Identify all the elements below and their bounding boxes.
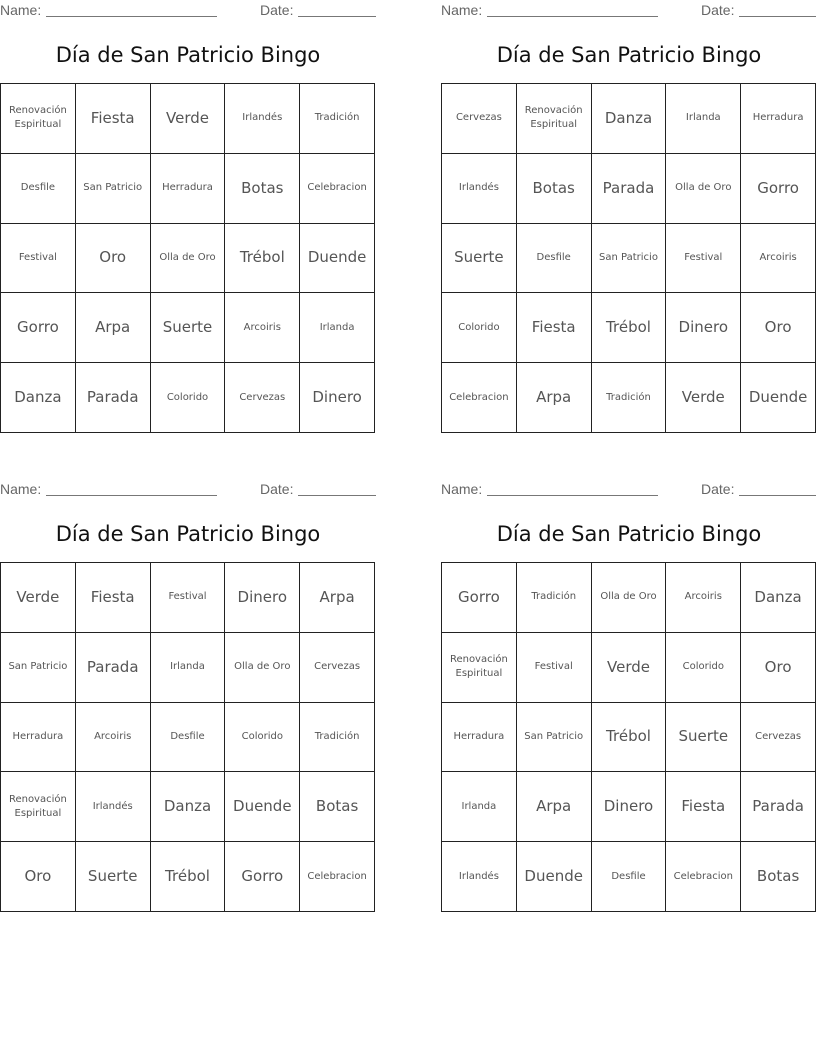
bingo-cell[interactable]: Dinero xyxy=(592,772,667,842)
bingo-cell[interactable]: Botas xyxy=(741,842,816,912)
bingo-cell[interactable]: Renovación Espiritual xyxy=(1,84,76,154)
bingo-cell[interactable]: Parada xyxy=(592,154,667,224)
bingo-cell[interactable]: Arpa xyxy=(517,772,592,842)
bingo-cell[interactable]: Oro xyxy=(1,842,76,912)
date-blank-line[interactable] xyxy=(298,495,376,496)
card-title: Día de San Patricio Bingo xyxy=(55,522,321,546)
bingo-cell[interactable]: Arpa xyxy=(300,563,375,633)
bingo-cell[interactable]: Celebracion xyxy=(300,842,375,912)
bingo-cell[interactable]: Tradición xyxy=(300,703,375,773)
bingo-grid xyxy=(441,562,816,912)
bingo-cell[interactable]: Verde xyxy=(592,633,667,703)
bingo-cell[interactable]: Renovación Espiritual xyxy=(442,633,517,703)
card-title: Día de San Patricio Bingo xyxy=(496,522,762,546)
bingo-cell[interactable]: Irlandés xyxy=(76,772,151,842)
bingo-cell[interactable]: Duende xyxy=(517,842,592,912)
bingo-cell[interactable]: Duende xyxy=(741,363,816,433)
bingo-cell[interactable]: Festival xyxy=(1,224,76,294)
bingo-cell[interactable]: Cervezas xyxy=(741,703,816,773)
bingo-cell[interactable]: Suerte xyxy=(666,703,741,773)
bingo-cell[interactable]: Trébol xyxy=(225,224,300,294)
bingo-cell[interactable]: Olla de Oro xyxy=(592,563,667,633)
name-label: Name: xyxy=(441,481,483,497)
date-label: Date: xyxy=(260,2,294,18)
bingo-cell[interactable]: Trébol xyxy=(592,703,667,773)
bingo-cell[interactable]: Cervezas xyxy=(225,363,300,433)
bingo-cell[interactable]: Fiesta xyxy=(76,563,151,633)
bingo-cell[interactable]: Oro xyxy=(741,633,816,703)
bingo-cell[interactable]: Celebracion xyxy=(666,842,741,912)
bingo-card xyxy=(0,0,376,407)
bingo-cell[interactable]: Gorro xyxy=(225,842,300,912)
bingo-cell[interactable]: Olla de Oro xyxy=(151,224,226,294)
bingo-cell[interactable]: Herradura xyxy=(1,703,76,773)
date-blank-line[interactable] xyxy=(298,16,376,17)
bingo-cell[interactable]: Herradura xyxy=(442,703,517,773)
bingo-grid xyxy=(441,83,816,433)
date-blank-line[interactable] xyxy=(739,495,816,496)
bingo-cell[interactable]: Irlanda xyxy=(442,772,517,842)
bingo-card xyxy=(0,479,376,886)
bingo-cell[interactable]: Duende xyxy=(300,224,375,294)
bingo-cell[interactable]: Dinero xyxy=(225,563,300,633)
bingo-cell[interactable]: Celebracion xyxy=(300,154,375,224)
bingo-cell[interactable]: Danza xyxy=(151,772,226,842)
bingo-cell[interactable]: Tradición xyxy=(517,563,592,633)
bingo-cell[interactable]: Fiesta xyxy=(517,293,592,363)
bingo-cell[interactable]: Festival xyxy=(666,224,741,294)
bingo-cell[interactable]: Tradición xyxy=(300,84,375,154)
bingo-cell[interactable]: Oro xyxy=(76,224,151,294)
bingo-cell[interactable]: Dinero xyxy=(666,293,741,363)
date-label: Date: xyxy=(260,481,294,497)
bingo-cell[interactable]: Herradura xyxy=(151,154,226,224)
bingo-cell[interactable]: Arpa xyxy=(517,363,592,433)
bingo-cell[interactable]: Parada xyxy=(76,363,151,433)
bingo-cell[interactable]: Arcoiris xyxy=(666,563,741,633)
bingo-cell[interactable]: San Patricio xyxy=(517,703,592,773)
bingo-cell[interactable]: Festival xyxy=(151,563,226,633)
bingo-cell[interactable]: Botas xyxy=(225,154,300,224)
name-blank-line[interactable] xyxy=(487,495,658,496)
bingo-cell[interactable]: San Patricio xyxy=(1,633,76,703)
name-date-header xyxy=(441,479,816,501)
bingo-cell[interactable]: Irlandés xyxy=(442,842,517,912)
name-date-header xyxy=(0,0,376,22)
bingo-cell[interactable]: Botas xyxy=(300,772,375,842)
bingo-cell[interactable]: Irlandés xyxy=(225,84,300,154)
bingo-cell[interactable]: Fiesta xyxy=(666,772,741,842)
bingo-cell[interactable]: Gorro xyxy=(442,563,517,633)
name-label: Name: xyxy=(0,481,42,497)
bingo-cell[interactable]: Festival xyxy=(517,633,592,703)
name-blank-line[interactable] xyxy=(46,16,217,17)
bingo-cell[interactable]: Danza xyxy=(1,363,76,433)
bingo-cell[interactable]: Suerte xyxy=(76,842,151,912)
bingo-cell[interactable]: Gorro xyxy=(1,293,76,363)
bingo-cell[interactable]: Desfile xyxy=(1,154,76,224)
bingo-cell[interactable]: Arcoiris xyxy=(741,224,816,294)
bingo-cell[interactable]: Arpa xyxy=(76,293,151,363)
bingo-cell[interactable]: Desfile xyxy=(151,703,226,773)
bingo-cell[interactable]: San Patricio xyxy=(76,154,151,224)
bingo-cell[interactable]: Celebracion xyxy=(442,363,517,433)
bingo-cell[interactable]: Colorido xyxy=(442,293,517,363)
name-label: Name: xyxy=(441,2,483,18)
bingo-cell[interactable]: Verde xyxy=(1,563,76,633)
bingo-cell[interactable]: Danza xyxy=(741,563,816,633)
bingo-cell[interactable]: Tradición xyxy=(592,363,667,433)
bingo-cell[interactable]: Olla de Oro xyxy=(666,154,741,224)
date-blank-line[interactable] xyxy=(739,16,816,17)
bingo-cell[interactable]: Botas xyxy=(517,154,592,224)
name-label: Name: xyxy=(0,2,42,18)
name-blank-line[interactable] xyxy=(46,495,217,496)
bingo-cell[interactable]: Verde xyxy=(666,363,741,433)
bingo-cell[interactable]: Irlanda xyxy=(300,293,375,363)
bingo-grid xyxy=(0,562,375,912)
name-blank-line[interactable] xyxy=(487,16,658,17)
bingo-cell[interactable]: Colorido xyxy=(666,633,741,703)
bingo-cell[interactable]: Herradura xyxy=(741,84,816,154)
bingo-cell[interactable]: Arcoiris xyxy=(76,703,151,773)
bingo-cell[interactable]: Parada xyxy=(741,772,816,842)
bingo-cell[interactable]: Irlandés xyxy=(442,154,517,224)
card-title: Día de San Patricio Bingo xyxy=(55,43,321,67)
bingo-cell[interactable]: Trébol xyxy=(151,842,226,912)
bingo-cell[interactable]: Danza xyxy=(592,84,667,154)
card-title: Día de San Patricio Bingo xyxy=(496,43,762,67)
bingo-cell[interactable]: Suerte xyxy=(151,293,226,363)
bingo-cell[interactable]: Olla de Oro xyxy=(225,633,300,703)
bingo-cell[interactable]: Parada xyxy=(76,633,151,703)
bingo-grid xyxy=(0,83,375,433)
bingo-cell[interactable]: Irlanda xyxy=(151,633,226,703)
bingo-cell[interactable]: Dinero xyxy=(300,363,375,433)
bingo-cell[interactable]: Cervezas xyxy=(442,84,517,154)
bingo-cell[interactable]: Fiesta xyxy=(76,84,151,154)
bingo-cell[interactable]: Arcoiris xyxy=(225,293,300,363)
bingo-cell[interactable]: Renovación Espiritual xyxy=(517,84,592,154)
name-date-header xyxy=(441,0,816,22)
bingo-cell[interactable]: Colorido xyxy=(151,363,226,433)
bingo-cell[interactable]: Irlanda xyxy=(666,84,741,154)
bingo-cell[interactable]: Duende xyxy=(225,772,300,842)
bingo-card xyxy=(441,479,816,886)
bingo-cell[interactable]: Renovación Espiritual xyxy=(1,772,76,842)
bingo-cell[interactable]: Suerte xyxy=(442,224,517,294)
bingo-cell[interactable]: Desfile xyxy=(592,842,667,912)
bingo-cell[interactable]: Trébol xyxy=(592,293,667,363)
name-date-header xyxy=(0,479,376,501)
bingo-cell[interactable]: Oro xyxy=(741,293,816,363)
bingo-cell[interactable]: Colorido xyxy=(225,703,300,773)
bingo-cell[interactable]: San Patricio xyxy=(592,224,667,294)
bingo-card xyxy=(441,0,816,407)
date-label: Date: xyxy=(701,481,735,497)
bingo-cell[interactable]: Cervezas xyxy=(300,633,375,703)
bingo-cell[interactable]: Desfile xyxy=(517,224,592,294)
date-label: Date: xyxy=(701,2,735,18)
bingo-cell[interactable]: Gorro xyxy=(741,154,816,224)
bingo-cell[interactable]: Verde xyxy=(151,84,226,154)
